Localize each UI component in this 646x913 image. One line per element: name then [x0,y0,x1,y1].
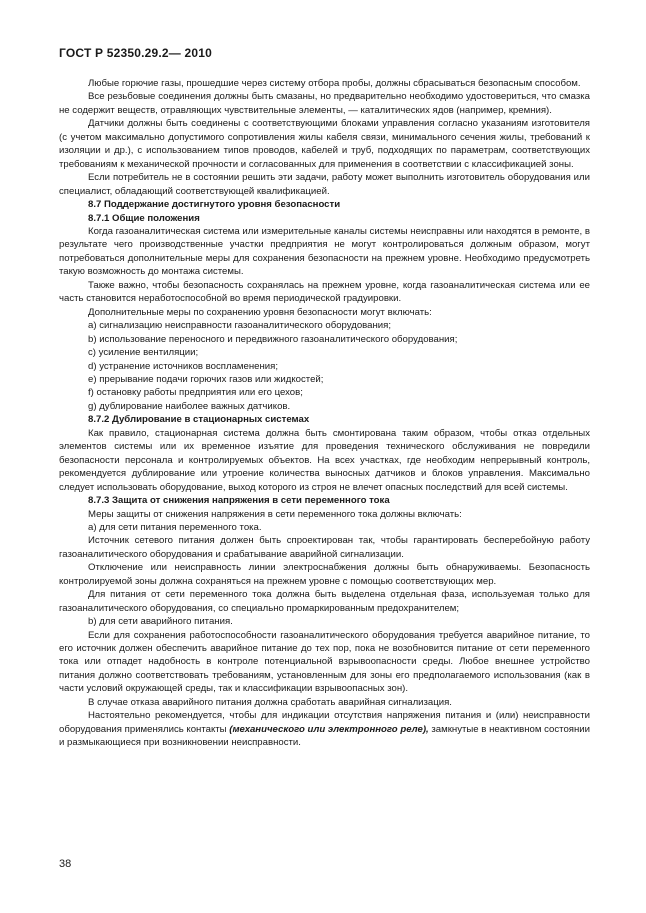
paragraph: Отключение или неисправность линии электроснабжения должны быть обнаруживаемы. Безопасность контролируемой зоны должна сохраняться на прежнем уровне с помощью соответствующих мер. [59,562,590,587]
paragraph: Дополнительные меры по сохранению уровня безопасности могут включать: [88,306,432,318]
paragraph: Источник сетевого питания должен быть спроектирован так, чтобы гарантировать бесперебойную работу газоаналитического оборудования и срабатывание аварийной сигнализации. [59,535,590,560]
paragraph: Любые горючие газы, прошедшие через систему отбора пробы, должны сбрасываться безопасным способом. [88,78,581,89]
list-item: g) дублирование наиболее важных датчиков. [88,400,291,412]
paragraph: Если потребитель не в состоянии решить эти задачи, работу может выполнить изготовитель оборудования или специалист, обладающий соответствующей квалификацией. [59,172,590,197]
page-number: 38 [59,858,72,870]
standard-header: ГОСТ Р 52350.29.2— 2010 [59,46,213,60]
paragraph: Для питания от сети переменного тока должна быть выделена отдельная фаза, используемая только для газоаналитического оборудования, со специально промаркированным предохранителем; [59,589,590,614]
paragraph: Как правило, стационарная система должна быть смонтирована таким образом, чтобы отказ отдельных элементов системы или их временное изъятие для проведения технического обслуживания не повредили безопасности персонала и контролируемых объектов. На всех участках, где необходим непрерывный контроль, рекомендуется дублирование или утроение количества выносных датчиков и блоков управления. Максимально следует использовать оборудование, выход которого из строя не влечет опасных последствий для всей системы. [59,427,590,493]
list-item: a) для сети питания переменного тока. [88,521,262,533]
subsection-heading: 8.7.2 Дублирование в стационарных системах [88,414,310,426]
list-item: b) для сети аварийного питания. [88,616,233,628]
paragraph-text: Настоятельно рекомендуется, чтобы для индикации отсутствия напряжения питания и (или) неисправности оборудования применялись контакты [59,710,590,735]
document-body [59,77,590,750]
list-item: b) использование переносного и передвижного газоаналитического оборудования; [88,333,458,345]
paragraph-last [59,709,590,749]
subsection-heading: 8.7.3 Защита от снижения напряжения в сети переменного тока [88,495,390,507]
paragraph: В случае отказа аварийного питания должна сработать аварийная сигнализация. [88,696,452,708]
list-item: a) сигнализацию неисправности газоаналитического оборудования; [88,320,392,332]
paragraph: Если для сохранения работоспособности газоаналитического оборудования требуется аварийное питание, то его источник должен обеспечить аварийное питание до тех пор, пока не возобновится питание от сети переменного тока или отпадет надобность в контроле потенциальной взрывоопасности среды. Любое внешнее устройство питания должно соответствовать требованиям, установленным для зоны его предполагаемого использования (как в части условий окружающей среды, так и классификации взрывоопасных зон). [59,629,590,695]
paragraph: Датчики должны быть соединены с соответствующими блоками управления согласно указаниям изготовителя (с учетом максимально допустимого сопротивления жилы кабеля связи, минимального сечения жилы, требований к изоляции и др.), с использованием типов проводов, кабелей и труб, подходящих по параметрам, соответствующих требованиям к механической прочности и согласованных для применения в соответствии с классификацией зоны. [59,118,590,170]
emphasis-text: (механического или электронного реле), [229,723,429,735]
list-item: c) усиление вентиляции; [88,347,199,359]
paragraph: Все резьбовые соединения должны быть смазаны, но предварительно необходимо удостовериться, что смазка не содержит веществ, отравляющих чувствительные элементы, — каталитических ядов (например, кремния). [59,91,590,116]
paragraph-text: замкнутые в неактивном состоянии и размыкающиеся при возникновении неисправности. [59,723,590,749]
paragraph: Также важно, чтобы безопасность сохранялась на прежнем уровне, когда газоаналитическая система или ее часть становится неработоспособной во время периодической градуировки. [59,279,590,305]
list-item: d) устранение источников воспламенения; [88,360,278,372]
list-item: f) остановку работы предприятия или его цехов; [88,387,303,399]
paragraph: Меры защиты от снижения напряжения в сети переменного тока должны включать: [88,508,462,520]
paragraph: Когда газоаналитическая система или измерительные каналы системы неисправны или находятся в ремонте, в результате чего производственные участки предприятия не могут контролироваться должным образом, могут потребоваться дополнительные меры для сохранения безопасности на прежнем уровне. Необходимо предусмотреть такую возможность до монтажа системы. [59,225,590,278]
section-heading: 8.7 Поддержание достигнутого уровня безопасности [88,199,341,211]
subsection-heading: 8.7.1 Общие положения [88,212,200,224]
list-item: e) прерывание подачи горючих газов или жидкостей; [88,373,324,385]
